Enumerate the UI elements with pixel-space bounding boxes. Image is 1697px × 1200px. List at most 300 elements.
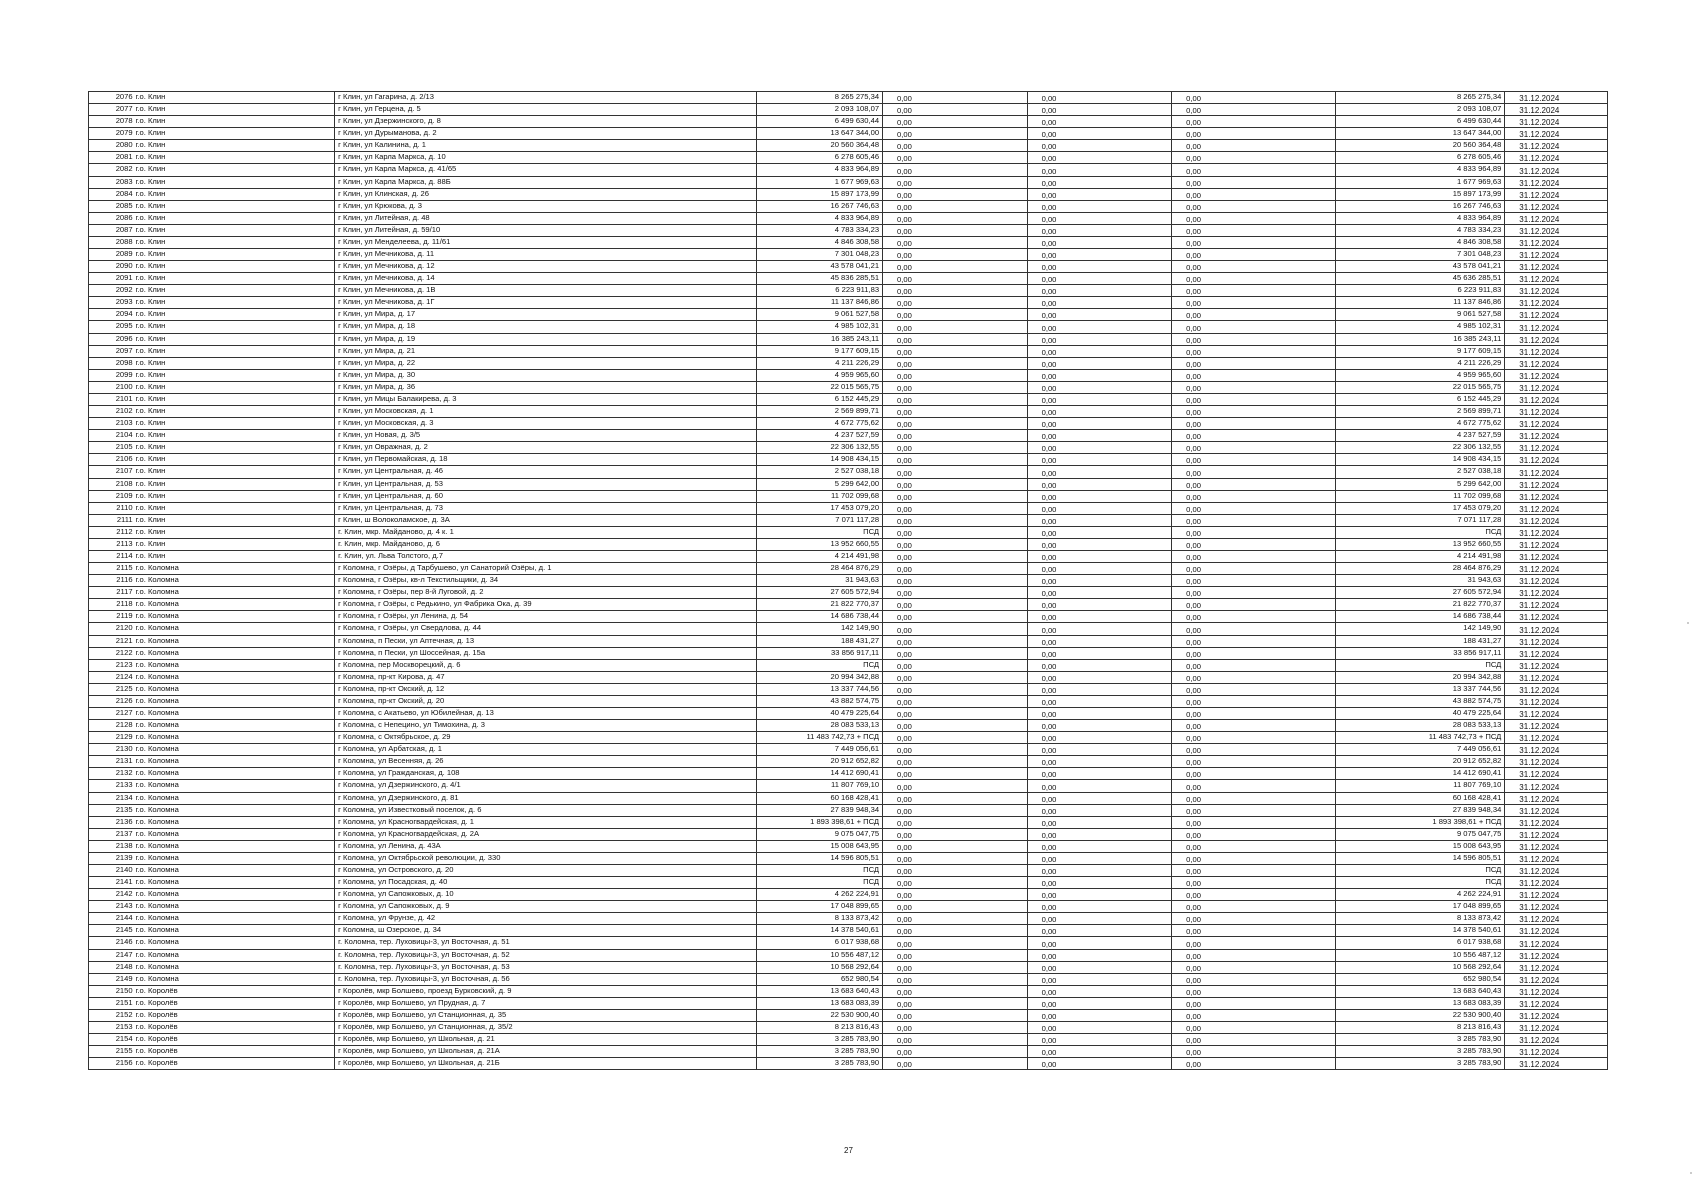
address-cell: г Клин, ул Овражная, д. 2 <box>335 442 757 454</box>
zero-cell-b: 0,00 <box>1027 454 1172 466</box>
row-number: 2079 <box>89 128 135 140</box>
row-number: 2149 <box>89 973 135 985</box>
municipality-cell: г.о. Коломна <box>135 901 335 913</box>
sum-amount-cell: 6 017 938,68 <box>1335 937 1505 949</box>
zero-cell-c: 0,00 <box>1172 949 1335 961</box>
date-cell: 31.12.2024 <box>1505 985 1608 997</box>
address-cell: г Клин, ул Мечникова, д. 1В <box>335 285 757 297</box>
total-amount-cell: 33 856 917,11 <box>757 647 883 659</box>
row-number: 2103 <box>89 418 135 430</box>
municipality-cell: г.о. Клин <box>135 478 335 490</box>
row-number: 2156 <box>89 1058 135 1070</box>
zero-cell-b: 0,00 <box>1027 357 1172 369</box>
total-amount-cell: 3 285 783,90 <box>757 1046 883 1058</box>
total-amount-cell: 188 431,27 <box>757 635 883 647</box>
row-number: 2150 <box>89 985 135 997</box>
row-number: 2086 <box>89 212 135 224</box>
table-row <box>89 188 1608 200</box>
total-amount-cell: 13 337 744,56 <box>757 683 883 695</box>
zero-cell-c: 0,00 <box>1172 1022 1335 1034</box>
total-amount-cell: 22 306 132,55 <box>757 442 883 454</box>
zero-cell-a: 0,00 <box>883 140 1028 152</box>
sum-amount-cell: 3 285 783,90 <box>1335 1034 1505 1046</box>
zero-cell-c: 0,00 <box>1172 490 1335 502</box>
date-cell: 31.12.2024 <box>1505 273 1608 285</box>
date-cell: 31.12.2024 <box>1505 877 1608 889</box>
zero-cell-c: 0,00 <box>1172 780 1335 792</box>
date-cell: 31.12.2024 <box>1505 1034 1608 1046</box>
total-amount-cell: 1 893 398,61 + ПСД <box>757 816 883 828</box>
total-amount-cell: 6 499 630,44 <box>757 116 883 128</box>
municipality-cell: г.о. Коломна <box>135 792 335 804</box>
zero-cell-b: 0,00 <box>1027 188 1172 200</box>
sum-amount-cell: 28 083 533,13 <box>1335 720 1505 732</box>
date-cell: 31.12.2024 <box>1505 587 1608 599</box>
table-row <box>89 635 1608 647</box>
total-amount-cell: 43 578 041,21 <box>757 261 883 273</box>
sum-amount-cell: 4 237 527,59 <box>1335 430 1505 442</box>
total-amount-cell: 31 943,63 <box>757 575 883 587</box>
zero-cell-c: 0,00 <box>1172 587 1335 599</box>
sum-amount-cell: 20 560 364,48 <box>1335 140 1505 152</box>
table-row <box>89 828 1608 840</box>
zero-cell-c: 0,00 <box>1172 430 1335 442</box>
zero-cell-c: 0,00 <box>1172 526 1335 538</box>
date-cell: 31.12.2024 <box>1505 695 1608 707</box>
row-number: 2106 <box>89 454 135 466</box>
row-number: 2091 <box>89 273 135 285</box>
total-amount-cell: 6 223 911,83 <box>757 285 883 297</box>
zero-cell-c: 0,00 <box>1172 273 1335 285</box>
sum-amount-cell: 142 149,90 <box>1335 623 1505 635</box>
zero-cell-b: 0,00 <box>1027 152 1172 164</box>
row-number: 2102 <box>89 406 135 418</box>
zero-cell-b: 0,00 <box>1027 104 1172 116</box>
table-row <box>89 707 1608 719</box>
zero-cell-c: 0,00 <box>1172 140 1335 152</box>
zero-cell-c: 0,00 <box>1172 1034 1335 1046</box>
sum-amount-cell: 22 015 565,75 <box>1335 381 1505 393</box>
municipality-cell: г.о. Коломна <box>135 756 335 768</box>
address-cell: г Коломна, г Озёры, д Тарбушево, ул Санаторий Озёры, д. 1 <box>335 563 757 575</box>
zero-cell-c: 0,00 <box>1172 768 1335 780</box>
table-row <box>89 490 1608 502</box>
sum-amount-cell: 4 214 491,98 <box>1335 550 1505 562</box>
sum-amount-cell: 28 464 876,29 <box>1335 563 1505 575</box>
zero-cell-c: 0,00 <box>1172 961 1335 973</box>
municipality-cell: г.о. Клин <box>135 297 335 309</box>
total-amount-cell: 3 285 783,90 <box>757 1034 883 1046</box>
zero-cell-b: 0,00 <box>1027 369 1172 381</box>
municipality-cell: г.о. Коломна <box>135 599 335 611</box>
municipality-cell: г.о. Коломна <box>135 587 335 599</box>
row-number: 2121 <box>89 635 135 647</box>
zero-cell-c: 0,00 <box>1172 889 1335 901</box>
zero-cell-c: 0,00 <box>1172 550 1335 562</box>
address-cell: г Коломна, ул Фрунзе, д. 42 <box>335 913 757 925</box>
zero-cell-a: 0,00 <box>883 478 1028 490</box>
row-number: 2095 <box>89 321 135 333</box>
table-row <box>89 997 1608 1009</box>
total-amount-cell: 16 385 243,11 <box>757 333 883 345</box>
zero-cell-b: 0,00 <box>1027 744 1172 756</box>
zero-cell-a: 0,00 <box>883 357 1028 369</box>
zero-cell-c: 0,00 <box>1172 514 1335 526</box>
municipality-cell: г.о. Королёв <box>135 1034 335 1046</box>
total-amount-cell: 7 301 048,23 <box>757 249 883 261</box>
date-cell: 31.12.2024 <box>1505 357 1608 369</box>
date-cell: 31.12.2024 <box>1505 647 1608 659</box>
zero-cell-c: 0,00 <box>1172 152 1335 164</box>
address-cell: г Королёв, мкр Болшево, проезд Бурковский, д. 9 <box>335 985 757 997</box>
table-row <box>89 236 1608 248</box>
table-row <box>89 985 1608 997</box>
municipality-cell: г.о. Коломна <box>135 925 335 937</box>
address-cell: г Коломна, ул Сапожковых, д. 10 <box>335 889 757 901</box>
date-cell: 31.12.2024 <box>1505 816 1608 828</box>
zero-cell-b: 0,00 <box>1027 901 1172 913</box>
table-row <box>89 744 1608 756</box>
zero-cell-c: 0,00 <box>1172 732 1335 744</box>
row-number: 2117 <box>89 587 135 599</box>
date-cell: 31.12.2024 <box>1505 635 1608 647</box>
total-amount-cell: 14 378 540,61 <box>757 925 883 937</box>
table-row <box>89 357 1608 369</box>
address-cell: г Коломна, ш Озерское, д. 34 <box>335 925 757 937</box>
municipality-cell: г.о. Клин <box>135 333 335 345</box>
date-cell: 31.12.2024 <box>1505 140 1608 152</box>
zero-cell-c: 0,00 <box>1172 901 1335 913</box>
zero-cell-a: 0,00 <box>883 466 1028 478</box>
sum-amount-cell: 6 223 911,83 <box>1335 285 1505 297</box>
sum-amount-cell: 17 048 899,65 <box>1335 901 1505 913</box>
table-row <box>89 249 1608 261</box>
sum-amount-cell: 16 385 243,11 <box>1335 333 1505 345</box>
row-number: 2138 <box>89 840 135 852</box>
zero-cell-a: 0,00 <box>883 973 1028 985</box>
zero-cell-c: 0,00 <box>1172 852 1335 864</box>
address-cell: г. Коломна, тер. Луховицы-3, ул Восточная, д. 56 <box>335 973 757 985</box>
address-cell: г Коломна, ул Красногвардейская, д. 1 <box>335 816 757 828</box>
zero-cell-a: 0,00 <box>883 514 1028 526</box>
row-number: 2141 <box>89 877 135 889</box>
zero-cell-a: 0,00 <box>883 406 1028 418</box>
sum-amount-cell: 2 527 038,18 <box>1335 466 1505 478</box>
zero-cell-c: 0,00 <box>1172 406 1335 418</box>
sum-amount-cell: 11 702 099,68 <box>1335 490 1505 502</box>
zero-cell-a: 0,00 <box>883 599 1028 611</box>
zero-cell-a: 0,00 <box>883 852 1028 864</box>
address-cell: г Клин, ул Клинская, д. 26 <box>335 188 757 200</box>
address-cell: г Коломна, г Озёры, с Редькино, ул Фабрика Ока, д. 39 <box>335 599 757 611</box>
municipality-cell: г.о. Коломна <box>135 913 335 925</box>
municipality-cell: г.о. Коломна <box>135 840 335 852</box>
zero-cell-c: 0,00 <box>1172 816 1335 828</box>
row-number: 2151 <box>89 997 135 1009</box>
address-cell: г Коломна, с Акатьево, ул Юбилейная, д. 13 <box>335 707 757 719</box>
total-amount-cell: 11 807 769,10 <box>757 780 883 792</box>
address-cell: г Клин, ул Менделеева, д. 11/61 <box>335 236 757 248</box>
sum-amount-cell: 4 262 224,91 <box>1335 889 1505 901</box>
total-amount-cell: 17 453 079,20 <box>757 502 883 514</box>
zero-cell-c: 0,00 <box>1172 623 1335 635</box>
zero-cell-a: 0,00 <box>883 937 1028 949</box>
municipality-cell: г.о. Коломна <box>135 961 335 973</box>
municipality-cell: г.о. Королёв <box>135 997 335 1009</box>
sum-amount-cell: 14 686 738,44 <box>1335 611 1505 623</box>
zero-cell-c: 0,00 <box>1172 442 1335 454</box>
total-amount-cell: 20 560 364,48 <box>757 140 883 152</box>
zero-cell-c: 0,00 <box>1172 454 1335 466</box>
zero-cell-a: 0,00 <box>883 611 1028 623</box>
table-row <box>89 768 1608 780</box>
row-number: 2129 <box>89 732 135 744</box>
address-cell: г Клин, ул Карла Маркса, д. 41/65 <box>335 164 757 176</box>
zero-cell-c: 0,00 <box>1172 478 1335 490</box>
date-cell: 31.12.2024 <box>1505 623 1608 635</box>
total-amount-cell: 21 822 770,37 <box>757 599 883 611</box>
zero-cell-a: 0,00 <box>883 285 1028 297</box>
total-amount-cell: 2 527 038,18 <box>757 466 883 478</box>
municipality-cell: г.о. Коломна <box>135 937 335 949</box>
address-cell: г Коломна, ул Посадская, д. 40 <box>335 877 757 889</box>
zero-cell-b: 0,00 <box>1027 913 1172 925</box>
sum-amount-cell: 11 137 846,86 <box>1335 297 1505 309</box>
table-row <box>89 961 1608 973</box>
zero-cell-a: 0,00 <box>883 623 1028 635</box>
address-cell: г Клин, ул Литейная, д. 48 <box>335 212 757 224</box>
date-cell: 31.12.2024 <box>1505 1058 1608 1070</box>
date-cell: 31.12.2024 <box>1505 720 1608 732</box>
zero-cell-a: 0,00 <box>883 345 1028 357</box>
address-cell: г Клин, ул Московская, д. 1 <box>335 406 757 418</box>
address-cell: г Коломна, пр-кт Окский, д. 20 <box>335 695 757 707</box>
row-number: 2089 <box>89 249 135 261</box>
date-cell: 31.12.2024 <box>1505 104 1608 116</box>
table-row <box>89 309 1608 321</box>
date-cell: 31.12.2024 <box>1505 538 1608 550</box>
sum-amount-cell: 13 337 744,56 <box>1335 683 1505 695</box>
row-number: 2076 <box>89 92 135 104</box>
total-amount-cell: 4 783 334,23 <box>757 224 883 236</box>
date-cell: 31.12.2024 <box>1505 309 1608 321</box>
total-amount-cell: 8 133 873,42 <box>757 913 883 925</box>
total-amount-cell: 28 464 876,29 <box>757 563 883 575</box>
date-cell: 31.12.2024 <box>1505 563 1608 575</box>
row-number: 2140 <box>89 865 135 877</box>
address-cell: г Коломна, г Озёры, ул Ленина, д. 54 <box>335 611 757 623</box>
zero-cell-b: 0,00 <box>1027 707 1172 719</box>
zero-cell-a: 0,00 <box>883 236 1028 248</box>
row-number: 2094 <box>89 309 135 321</box>
zero-cell-c: 0,00 <box>1172 756 1335 768</box>
zero-cell-b: 0,00 <box>1027 1058 1172 1070</box>
total-amount-cell: 14 412 690,41 <box>757 768 883 780</box>
total-amount-cell: 13 683 640,43 <box>757 985 883 997</box>
municipality-cell: г.о. Коломна <box>135 575 335 587</box>
row-number: 2122 <box>89 647 135 659</box>
sum-amount-cell: 27 605 572,94 <box>1335 587 1505 599</box>
zero-cell-a: 0,00 <box>883 707 1028 719</box>
zero-cell-c: 0,00 <box>1172 369 1335 381</box>
row-number: 2090 <box>89 261 135 273</box>
address-cell: г Коломна, ул Островского, д. 20 <box>335 865 757 877</box>
date-cell: 31.12.2024 <box>1505 744 1608 756</box>
zero-cell-b: 0,00 <box>1027 599 1172 611</box>
total-amount-cell: 2 093 108,07 <box>757 104 883 116</box>
municipality-cell: г.о. Коломна <box>135 973 335 985</box>
address-cell: г Клин, ул Мечникова, д. 1Г <box>335 297 757 309</box>
municipality-cell: г.о. Клин <box>135 188 335 200</box>
zero-cell-a: 0,00 <box>883 418 1028 430</box>
total-amount-cell: 13 683 083,39 <box>757 997 883 1009</box>
municipality-cell: г.о. Королёв <box>135 1022 335 1034</box>
municipality-cell: г.о. Клин <box>135 92 335 104</box>
row-number: 2108 <box>89 478 135 490</box>
zero-cell-a: 0,00 <box>883 502 1028 514</box>
zero-cell-c: 0,00 <box>1172 1058 1335 1070</box>
total-amount-cell: 5 299 642,00 <box>757 478 883 490</box>
zero-cell-a: 0,00 <box>883 840 1028 852</box>
zero-cell-a: 0,00 <box>883 913 1028 925</box>
row-number: 2084 <box>89 188 135 200</box>
scan-speck <box>1687 622 1689 624</box>
municipality-cell: г.о. Коломна <box>135 732 335 744</box>
table-row <box>89 321 1608 333</box>
row-number: 2077 <box>89 104 135 116</box>
zero-cell-b: 0,00 <box>1027 720 1172 732</box>
zero-cell-b: 0,00 <box>1027 164 1172 176</box>
address-cell: г Коломна, ул Весенняя, д. 26 <box>335 756 757 768</box>
sum-amount-cell: 1 893 398,61 + ПСД <box>1335 816 1505 828</box>
date-cell: 31.12.2024 <box>1505 261 1608 273</box>
row-number: 2111 <box>89 514 135 526</box>
zero-cell-b: 0,00 <box>1027 1009 1172 1021</box>
total-amount-cell: 17 048 899,65 <box>757 901 883 913</box>
total-amount-cell: 14 596 805,51 <box>757 852 883 864</box>
sum-amount-cell: 4 783 334,23 <box>1335 224 1505 236</box>
sum-amount-cell: 9 075 047,75 <box>1335 828 1505 840</box>
total-amount-cell: 20 994 342,88 <box>757 671 883 683</box>
zero-cell-a: 0,00 <box>883 828 1028 840</box>
zero-cell-b: 0,00 <box>1027 889 1172 901</box>
total-amount-cell: 15 897 173,99 <box>757 188 883 200</box>
zero-cell-b: 0,00 <box>1027 514 1172 526</box>
date-cell: 31.12.2024 <box>1505 393 1608 405</box>
table-row <box>89 671 1608 683</box>
zero-cell-a: 0,00 <box>883 889 1028 901</box>
zero-cell-b: 0,00 <box>1027 1034 1172 1046</box>
zero-cell-c: 0,00 <box>1172 236 1335 248</box>
zero-cell-c: 0,00 <box>1172 611 1335 623</box>
zero-cell-a: 0,00 <box>883 212 1028 224</box>
zero-cell-a: 0,00 <box>883 454 1028 466</box>
zero-cell-c: 0,00 <box>1172 828 1335 840</box>
date-cell: 31.12.2024 <box>1505 369 1608 381</box>
municipality-cell: г.о. Королёв <box>135 1009 335 1021</box>
table-row <box>89 550 1608 562</box>
row-number: 2135 <box>89 804 135 816</box>
table-row <box>89 623 1608 635</box>
zero-cell-c: 0,00 <box>1172 104 1335 116</box>
address-cell: г Клин, ул Мечникова, д. 11 <box>335 249 757 261</box>
zero-cell-a: 0,00 <box>883 321 1028 333</box>
sum-amount-cell: ПСД <box>1335 659 1505 671</box>
address-cell: г Коломна, ул Красногвардейская, д. 2А <box>335 828 757 840</box>
row-number: 2147 <box>89 949 135 961</box>
zero-cell-c: 0,00 <box>1172 635 1335 647</box>
address-cell: г Коломна, г Озёры, ул Свердлова, д. 44 <box>335 623 757 635</box>
zero-cell-a: 0,00 <box>883 297 1028 309</box>
municipality-cell: г.о. Коломна <box>135 828 335 840</box>
municipality-cell: г.о. Клин <box>135 345 335 357</box>
row-number: 2081 <box>89 152 135 164</box>
zero-cell-a: 0,00 <box>883 381 1028 393</box>
date-cell: 31.12.2024 <box>1505 889 1608 901</box>
zero-cell-b: 0,00 <box>1027 575 1172 587</box>
zero-cell-c: 0,00 <box>1172 973 1335 985</box>
zero-cell-a: 0,00 <box>883 393 1028 405</box>
zero-cell-a: 0,00 <box>883 865 1028 877</box>
zero-cell-c: 0,00 <box>1172 297 1335 309</box>
sum-amount-cell: 10 556 487,12 <box>1335 949 1505 961</box>
total-amount-cell: 11 702 099,68 <box>757 490 883 502</box>
zero-cell-c: 0,00 <box>1172 285 1335 297</box>
municipality-cell: г.о. Клин <box>135 236 335 248</box>
sum-amount-cell: 3 285 783,90 <box>1335 1046 1505 1058</box>
table-row <box>89 720 1608 732</box>
address-cell: г Клин, ул Дурыманова, д. 2 <box>335 128 757 140</box>
municipality-cell: г.о. Коломна <box>135 865 335 877</box>
row-number: 2107 <box>89 466 135 478</box>
municipality-cell: г.о. Коломна <box>135 611 335 623</box>
row-number: 2087 <box>89 224 135 236</box>
row-number: 2104 <box>89 430 135 442</box>
total-amount-cell: 7 071 117,28 <box>757 514 883 526</box>
row-number: 2096 <box>89 333 135 345</box>
municipality-cell: г.о. Коломна <box>135 635 335 647</box>
zero-cell-b: 0,00 <box>1027 466 1172 478</box>
sum-amount-cell: 16 267 746,63 <box>1335 200 1505 212</box>
municipality-cell: г.о. Коломна <box>135 768 335 780</box>
zero-cell-b: 0,00 <box>1027 442 1172 454</box>
municipality-cell: г.о. Коломна <box>135 816 335 828</box>
total-amount-cell: 28 083 533,13 <box>757 720 883 732</box>
sum-amount-cell: 8 265 275,34 <box>1335 92 1505 104</box>
sum-amount-cell: 7 449 056,61 <box>1335 744 1505 756</box>
scan-speck <box>1690 1172 1692 1174</box>
address-cell: г Коломна, г Озёры, кв-л Текстильщики, д. 34 <box>335 575 757 587</box>
row-number: 2125 <box>89 683 135 695</box>
total-amount-cell: 4 833 964,89 <box>757 212 883 224</box>
total-amount-cell: 4 237 527,59 <box>757 430 883 442</box>
date-cell: 31.12.2024 <box>1505 780 1608 792</box>
address-cell: г Коломна, с Октябрьское, д. 29 <box>335 732 757 744</box>
total-amount-cell: 13 647 344,00 <box>757 128 883 140</box>
zero-cell-b: 0,00 <box>1027 865 1172 877</box>
table-row <box>89 913 1608 925</box>
table-row <box>89 852 1608 864</box>
address-cell: г Клин, ул Герцена, д. 5 <box>335 104 757 116</box>
sum-amount-cell: 4 833 964,89 <box>1335 164 1505 176</box>
zero-cell-c: 0,00 <box>1172 92 1335 104</box>
total-amount-cell: 15 008 643,95 <box>757 840 883 852</box>
sum-amount-cell: 3 285 783,90 <box>1335 1058 1505 1070</box>
table-row <box>89 949 1608 961</box>
sum-amount-cell: 9 177 609,15 <box>1335 345 1505 357</box>
row-number: 2113 <box>89 538 135 550</box>
total-amount-cell: 6 278 605,46 <box>757 152 883 164</box>
